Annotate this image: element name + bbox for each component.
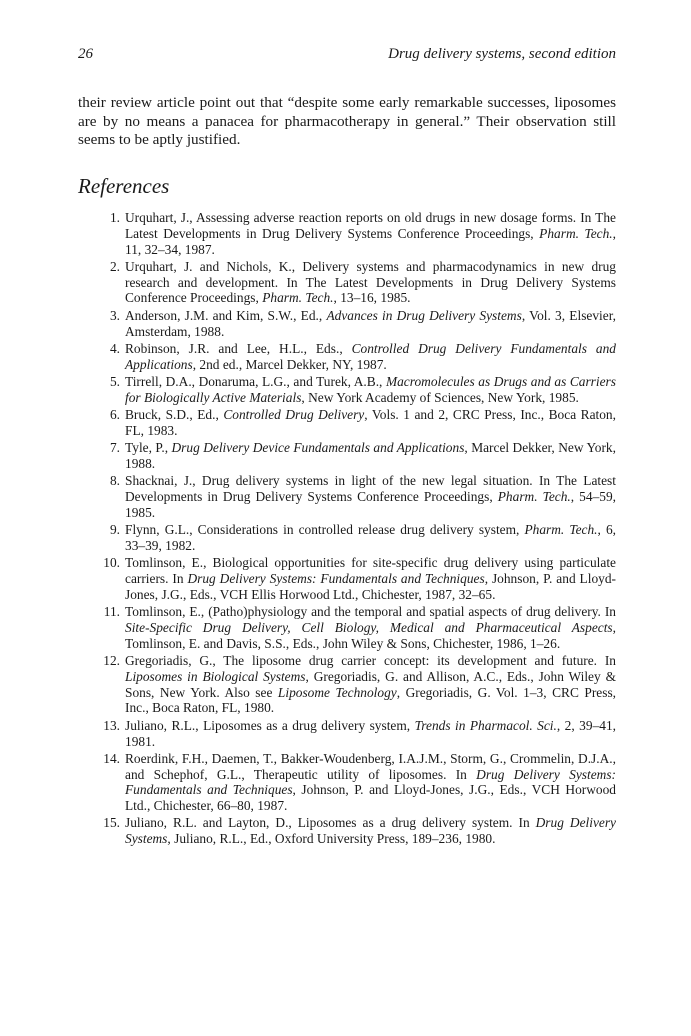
reference-text: , 13–16, 1985. bbox=[333, 290, 411, 306]
reference-source-title: Pharm. Tech. bbox=[539, 225, 613, 241]
reference-text: , 2nd ed., Marcel Dekker, NY, 1987. bbox=[192, 356, 387, 372]
reference-source-title: Controlled Drug Delivery Fundamentals and Applications bbox=[125, 340, 616, 372]
reference-number: 1. bbox=[109, 210, 120, 225]
reference-item bbox=[78, 440, 616, 472]
reference-number: 6. bbox=[109, 407, 120, 423]
reference-item bbox=[78, 718, 616, 750]
reference-source-title: Liposome Technology bbox=[277, 684, 397, 700]
page-number: 26 bbox=[78, 46, 93, 62]
reference-number: 15. bbox=[103, 815, 120, 831]
reference-text: Juliano, R.L. and Layton, D., Liposomes as a drug delivery system. In bbox=[125, 815, 536, 831]
running-title: Drug delivery systems, second edition bbox=[388, 46, 616, 62]
reference-text: Tomlinson, E., Biological opportunities for site-specific drug delivery using particulate carriers. In bbox=[125, 555, 616, 587]
reference-item bbox=[78, 604, 616, 651]
reference-text: , 6, 33–39, 1982. bbox=[125, 522, 616, 553]
reference-item bbox=[78, 407, 616, 439]
reference-item bbox=[78, 473, 616, 520]
reference-text: Robinson, J.R. and Lee, H.L., Eds., bbox=[125, 340, 352, 356]
reference-number: 11. bbox=[103, 604, 120, 620]
reference-text: Roerdink, F.H., Daemen, T., Bakker-Woudenberg, I.A.J.M., Storm, G., Crommelin, D.J.A., and Schephof, G.L., Therapeutic utility of liposomes. In bbox=[125, 750, 616, 782]
reference-item bbox=[78, 210, 616, 257]
reference-number: 8. bbox=[109, 473, 120, 489]
reference-source-title: Pharm. Tech. bbox=[262, 290, 334, 306]
reference-text: , Gregoriadis, G. Vol. 1–3, CRC Press, Inc., Boca Raton, FL, 1980. bbox=[125, 684, 617, 716]
reference-text: Tyle, P., bbox=[125, 440, 172, 456]
reference-source-title: Pharm. Tech. bbox=[524, 522, 598, 538]
reference-text: , New York Academy of Sciences, New York, 1985. bbox=[301, 389, 579, 405]
reference-item bbox=[78, 522, 616, 554]
references-heading: References bbox=[78, 174, 170, 198]
reference-text: , Vols. 1 and 2, CRC Press, Inc., Boca Raton, FL, 1983. bbox=[125, 407, 616, 438]
reference-text: Tirrell, D.A., Donaruma, L.G., and Turek, A.B., bbox=[125, 373, 386, 389]
reference-text: , Vol. 3, Elsevier, Amsterdam, 1988. bbox=[125, 307, 616, 339]
reference-number: 10. bbox=[103, 555, 120, 571]
reference-item bbox=[78, 341, 616, 373]
reference-item bbox=[78, 555, 616, 602]
reference-source-title: Macromolecules as Drugs and as Carriers for Biologically Active Materials bbox=[125, 373, 616, 405]
reference-text: , Tomlinson, E. and Davis, S.S., Eds., John Wiley & Sons, Chichester, 1986, 1–26. bbox=[125, 619, 616, 651]
reference-text: , Johnson, P. and Lloyd-Jones, J.G., Eds., VCH Horwood Ltd., Chichester, 66–80, 1987. bbox=[125, 782, 616, 814]
reference-text: , 54–59, 1985. bbox=[125, 489, 617, 520]
reference-text: Flynn, G.L., Considerations in controlled release drug delivery system, bbox=[125, 522, 525, 538]
reference-source-title: Liposomes in Biological Systems bbox=[125, 668, 306, 684]
reference-number: 13. bbox=[103, 717, 120, 733]
reference-source-title: Drug Delivery Device Fundamentals and Applications bbox=[171, 440, 465, 456]
reference-source-title: Trends in Pharmacol. Sci. bbox=[414, 717, 557, 733]
reference-source-title: Drug Delivery Systems: Fundamentals and Techniques bbox=[125, 766, 616, 798]
reference-text: Bruck, S.D., Ed., bbox=[125, 407, 224, 423]
reference-number: 12. bbox=[103, 653, 120, 669]
reference-number: 3. bbox=[109, 307, 120, 323]
reference-item bbox=[78, 259, 616, 306]
reference-text: Shacknai, J., Drug delivery systems in light of the new legal situation. In The Latest Developments in Drug Delivery Systems Conference Proceedings, bbox=[125, 473, 616, 505]
reference-text: Gregoriadis, G., The liposome drug carrier concept: its development and future. In bbox=[125, 653, 616, 669]
reference-text: , Marcel Dekker, New York, 1988. bbox=[125, 440, 616, 471]
reference-text: , Juliano, R.L., Ed., Oxford University Press, 189–236, 1980. bbox=[167, 831, 496, 847]
reference-number: 2. bbox=[109, 258, 120, 274]
reference-number: 4. bbox=[109, 340, 120, 356]
reference-number: 5. bbox=[109, 373, 120, 389]
reference-source-title: Controlled Drug Delivery bbox=[223, 407, 365, 423]
references-list bbox=[78, 210, 616, 849]
reference-source-title: Site-Specific Drug Delivery, Cell Biology, Medical and Pharmaceutical Aspects bbox=[125, 619, 613, 635]
intro-paragraph: their review article point out that “despite some early remarkable successes, liposomes are by no means a panacea for pharmacotherapy in general.” Their observation still seems to be aptly justified. bbox=[78, 94, 616, 148]
reference-item bbox=[78, 815, 616, 847]
reference-source-title: Pharm. Tech. bbox=[497, 489, 571, 505]
reference-item bbox=[78, 374, 616, 406]
reference-item bbox=[78, 308, 616, 340]
reference-item bbox=[78, 653, 616, 716]
reference-number: 14. bbox=[103, 750, 120, 766]
reference-text: Tomlinson, E., (Patho)physiology and the temporal and spatial aspects of drug delivery. In bbox=[125, 604, 616, 620]
reference-item bbox=[78, 751, 616, 814]
reference-source-title: Drug Delivery Systems: Fundamentals and Techniques bbox=[187, 571, 485, 587]
reference-source-title: Drug Delivery Systems bbox=[125, 815, 616, 847]
reference-text: , Johnson, P. and Lloyd-Jones, J.G., Eds., VCH Ellis Horwood Ltd., Chichester, 1987, 32–65. bbox=[125, 571, 616, 602]
reference-text: Urquhart, J. and Nichols, K., Delivery systems and pharmacodynamics in new drug research and development. In The Latest Developments in Drug Delivery Systems Conference Proceedings, bbox=[125, 258, 616, 306]
reference-number: 7. bbox=[109, 440, 120, 456]
reference-source-title: Advances in Drug Delivery Systems bbox=[326, 307, 522, 323]
reference-number: 9. bbox=[109, 522, 120, 538]
reference-text: , Gregoriadis, G. and Allison, A.C., Eds., John Wiley & Sons, New York. Also see bbox=[125, 668, 616, 700]
reference-text: Urquhart, J., Assessing adverse reaction reports on old drugs in new dosage forms. In The Latest Developments in Drug Delivery Systems Conference Proceedings, bbox=[125, 210, 616, 241]
reference-text: , 11, 32–34, 1987. bbox=[125, 225, 616, 257]
reference-text: Anderson, J.M. and Kim, S.W., Ed., bbox=[125, 307, 327, 323]
reference-text: , 2, 39–41, 1981. bbox=[125, 717, 616, 749]
reference-text: Juliano, R.L., Liposomes as a drug delivery system, bbox=[125, 717, 415, 733]
